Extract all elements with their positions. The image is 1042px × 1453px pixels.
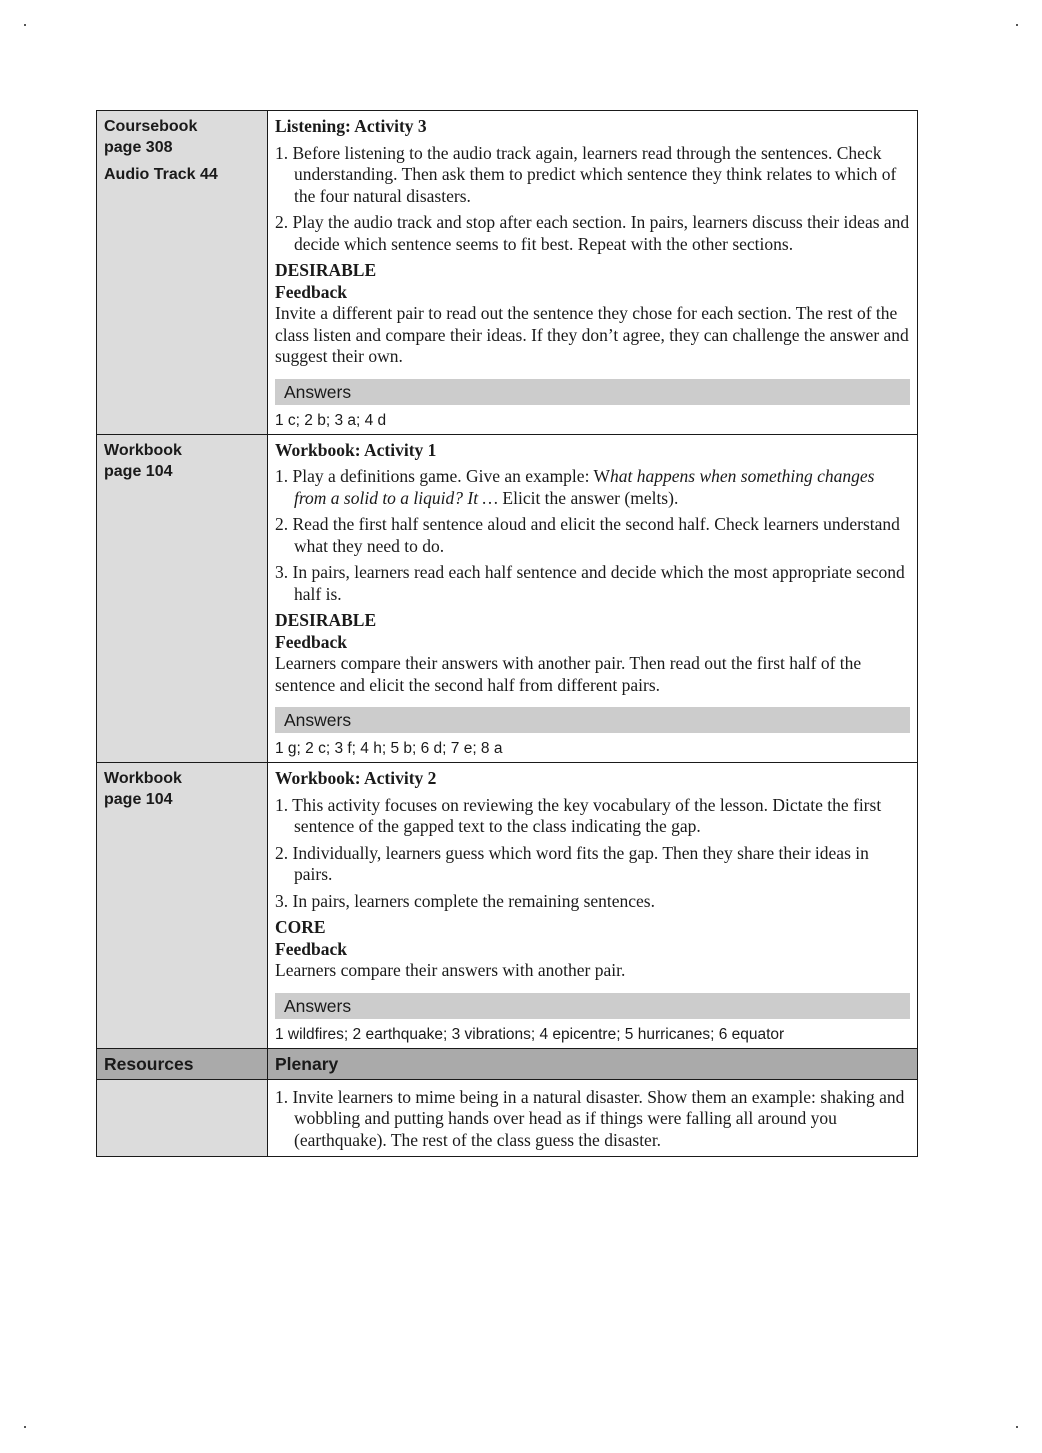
step-example-italic: hat happens when something changes from a solid to a liquid? It … [294,466,875,508]
plenary-header-cell [268,1048,918,1079]
feedback-text: Learners compare their answers with another pair. [275,960,626,980]
resource-cell [97,111,268,435]
activity-title: Workbook: Activity 1 [275,439,437,460]
answers-heading: Answers [275,993,910,1019]
feedback-label: Feedback [275,631,347,652]
plenary-cell [268,1079,918,1157]
resource-cell [97,434,268,763]
activity-title: Workbook: Activity 2 [275,768,437,788]
step-item: 3. In pairs, learners complete the remaining sentences. [275,890,655,911]
activity-cell [268,111,918,435]
crop-mark [1016,24,1018,26]
resources-header-cell [97,1048,268,1079]
crop-mark [24,24,26,26]
answers-heading: Answers [275,707,910,733]
level-label: DESIRABLE [275,260,377,280]
step-item: 1. This activity focuses on reviewing the key vocabulary of the lesson. Dictate the first sentence of the gapped text to the class indicating the gap. [275,794,882,836]
step-item: 2. Read the first half sentence aloud and elicit the second half. Check learners understand what they need to do. [275,514,900,556]
plenary-row [97,1079,918,1157]
plenary-header-row [97,1048,918,1079]
plenary-heading: Plenary [275,1053,339,1074]
steps-list [275,466,910,605]
resource-line: page 308 [104,139,173,156]
resource-cell [97,763,268,1049]
activity-title: Listening: Activity 3 [275,116,427,136]
step-item: 1. Before listening to the audio track again, learners read through the sentences. Check understanding. Then ask them to predict which sentence they think relates to which of the four natural disasters. [275,142,897,206]
resource-line: Coursebook [104,118,198,135]
lesson-plan-table [96,110,918,1157]
resource-cell [97,1079,268,1157]
answers-text: 1 c; 2 b; 3 a; 4 d [275,411,387,429]
resource-line: Audio Track 44 [104,166,218,183]
step-text: Elicit the answer (melts). [498,487,679,508]
feedback-text: Invite a different pair to read out the sentence they chose for each section. The rest of the class listen and compare their ideas. If they don’t agree, they can challenge the answer and suggest their own. [275,303,909,366]
resource-line: page 104 [104,791,173,808]
resource-line: Workbook [104,441,182,459]
step-item: 2. Play the audio track and stop after each section. In pairs, learners discuss their ideas and decide which sentence seems to fit best. Repeat with the other sections. [275,212,910,254]
step-item: 1. Invite learners to mime being in a natural disaster. Show them an example: shaking and wobbling and putting hands over head as if things were falling all around you (earthquake). The rest of the class guess the disaster. [275,1086,905,1150]
crop-mark [1016,1426,1018,1428]
feedback-label: Feedback [275,281,347,302]
activity-row [97,763,918,1049]
resources-heading: Resources [104,1053,194,1074]
activity-row [97,111,918,435]
resource-line: Workbook [104,770,182,787]
step-item: 2. Individually, learners guess which word fits the gap. Then they share their ideas in pairs. [275,842,869,884]
level-label: DESIRABLE [275,610,377,630]
step-item: 3. In pairs, learners read each half sentence and decide which the most appropriate second half is. [275,562,905,604]
steps-list [275,795,910,913]
steps-list [275,1087,910,1152]
feedback-text: Learners compare their answers with another pair. Then read out the first half of the sentence and elicit the second half from different pairs. [275,653,862,695]
resource-line: page 104 [104,462,173,480]
activity-cell [268,763,918,1049]
step-item [275,466,910,509]
answers-heading: Answers [275,379,910,405]
crop-mark [24,1426,26,1428]
activity-row [97,434,918,763]
level-label: CORE [275,917,326,937]
answers-text: 1 wildfires; 2 earthquake; 3 vibrations; 4 epicentre; 5 hurricanes; 6 equator [275,1025,785,1043]
step-text: 1. Play a definitions game. Give an example: W [275,466,611,486]
activity-cell [268,434,918,763]
answers-text: 1 g; 2 c; 3 f; 4 h; 5 b; 6 d; 7 e; 8 a [275,740,503,757]
feedback-label: Feedback [275,938,347,959]
steps-list [275,143,910,256]
